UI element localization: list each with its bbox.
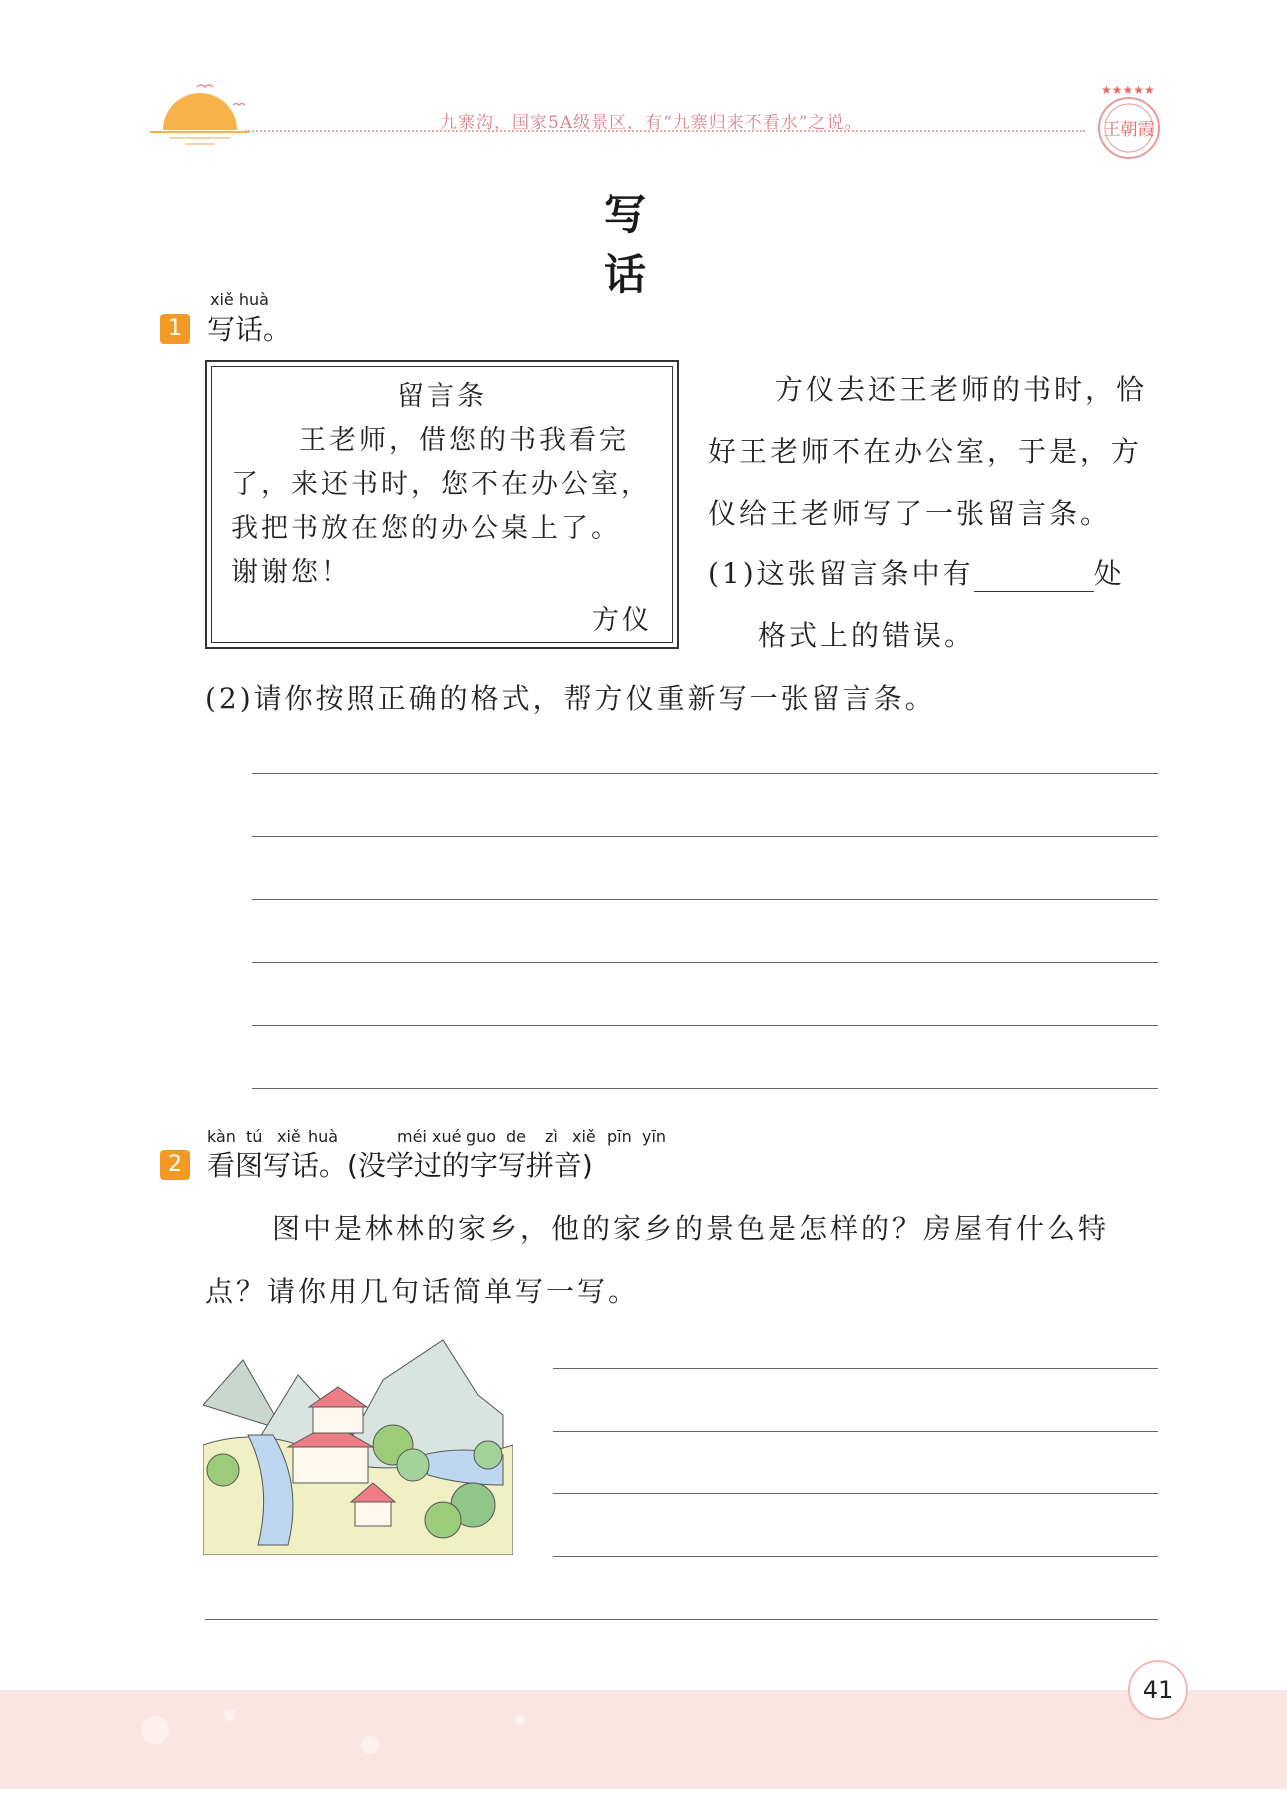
q2-pinyin-tu: tú bbox=[246, 1127, 263, 1146]
writing-line[interactable] bbox=[252, 962, 1158, 963]
note-heading: 留言条 bbox=[397, 381, 487, 412]
q2-pinyin-xie2: xiě bbox=[572, 1127, 596, 1146]
q1-sub1-line2: 格式上的错误。 bbox=[758, 619, 976, 652]
sunset-icon bbox=[145, 75, 255, 155]
writing-line[interactable] bbox=[252, 899, 1158, 900]
writing-line[interactable] bbox=[252, 1025, 1158, 1026]
q2-pinyin-mei: méi bbox=[397, 1127, 427, 1146]
q1-desc-line: 仪给王老师写了一张留言条。 bbox=[708, 497, 1112, 530]
q2-pinyin-zi: zì bbox=[545, 1127, 558, 1146]
q1-title: 写话。 bbox=[207, 313, 292, 346]
note-line: 谢谢您！ bbox=[231, 557, 351, 588]
village-landscape-illustration bbox=[203, 1335, 513, 1555]
q1-desc-line: 方仪去还王老师的书时，恰 bbox=[775, 373, 1148, 406]
q2-desc-line2: 点？请你用几句话简单写一写。 bbox=[205, 1275, 640, 1308]
page-number: 41 bbox=[1128, 1660, 1188, 1720]
q1-sub1-prefix: (1)这张留言条中有 bbox=[708, 557, 974, 590]
q2-pinyin-hua: huà bbox=[308, 1127, 339, 1146]
q2-pinyin-guo: guo bbox=[466, 1127, 497, 1146]
writing-line[interactable] bbox=[252, 773, 1158, 774]
writing-line[interactable] bbox=[205, 1619, 1158, 1620]
svg-text:★★★★★: ★★★★★ bbox=[1101, 83, 1155, 97]
writing-line[interactable] bbox=[553, 1493, 1158, 1494]
q2-pinyin-pin: pīn bbox=[607, 1127, 632, 1146]
q1-pinyin: xiě huà bbox=[210, 290, 269, 309]
note-line: 王老师，借您的书我看完 bbox=[299, 425, 629, 456]
note-line: 我把书放在您的办公桌上了。 bbox=[231, 513, 621, 544]
stamp-label: 王朝霞 bbox=[1103, 120, 1155, 140]
q1-sub2: (2)请你按照正确的格式，帮方仪重新写一张留言条。 bbox=[205, 682, 936, 715]
q1-number-badge: 1 bbox=[160, 314, 190, 344]
writing-line[interactable] bbox=[252, 1088, 1158, 1089]
q2-pinyin-kan: kàn bbox=[207, 1127, 236, 1146]
seal-stamp bbox=[1093, 80, 1165, 165]
q2-pinyin-xue: xué bbox=[432, 1127, 462, 1146]
q2-desc-line1: 图中是林林的家乡，他的家乡的景色是怎样的？房屋有什么特 bbox=[272, 1212, 1110, 1245]
footer-band bbox=[0, 1690, 1287, 1789]
q2-pinyin-de: de bbox=[506, 1127, 526, 1146]
message-note-box bbox=[205, 360, 679, 649]
q1-sub1-blank[interactable] bbox=[974, 563, 1094, 592]
header-note: 九寨沟，国家5A级景区，有“九寨归来不看水”之说。 bbox=[440, 113, 863, 133]
q1-desc-line: 好王老师不在办公室，于是，方 bbox=[708, 435, 1143, 468]
q2-pinyin-xie: xiě bbox=[277, 1127, 301, 1146]
seal-icon bbox=[1093, 80, 1165, 165]
footer-bubbles-decoration bbox=[0, 1690, 1287, 1789]
q2-number-badge: 2 bbox=[160, 1150, 190, 1180]
page-title: 写 话 bbox=[603, 190, 686, 299]
q1-sub1-suffix: 处 bbox=[1093, 557, 1125, 590]
writing-line[interactable] bbox=[553, 1368, 1158, 1369]
writing-line[interactable] bbox=[553, 1431, 1158, 1432]
q2-pinyin-yin: yīn bbox=[642, 1127, 667, 1146]
writing-line[interactable] bbox=[252, 836, 1158, 837]
note-signature: 方仪 bbox=[592, 605, 652, 636]
q2-title: 看图写话。(没学过的字写拼音) bbox=[207, 1149, 593, 1182]
writing-line[interactable] bbox=[553, 1556, 1158, 1557]
q1-sub1 bbox=[708, 552, 1168, 592]
note-line: 了，来还书时，您不在办公室， bbox=[231, 469, 651, 500]
